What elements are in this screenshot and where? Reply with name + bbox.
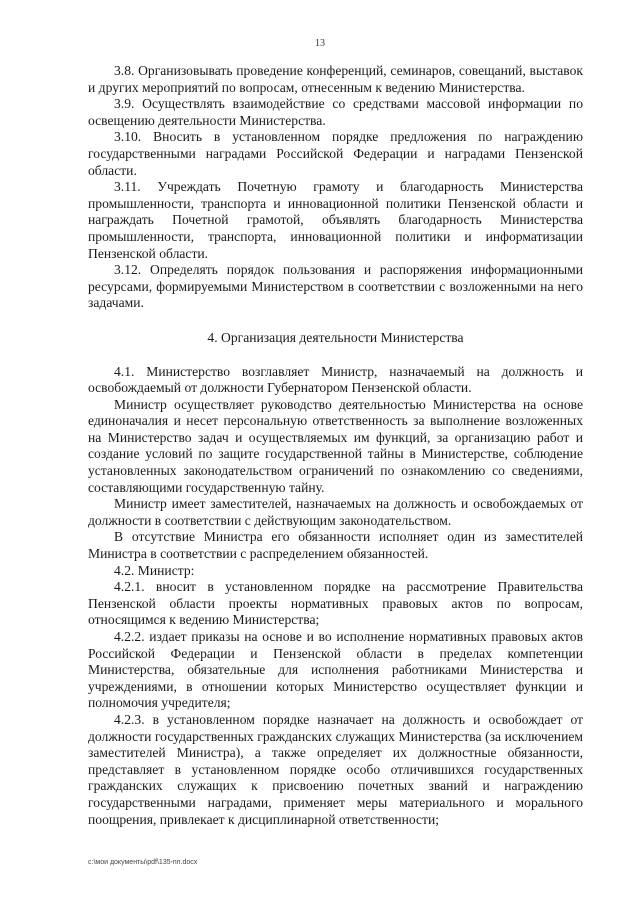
paragraph-4-2-3: 4.2.3. в установленном порядке назначает на должность и освобождает от должности государственных гражданских служащих Министерства (за исключением заместителей Министра), а также определяет их должностные обязанности, представляет в установленном порядке особо отличившихся государственных гражданских служащих к присвоению почетных званий и награждению государственными наградами, применяет меры материального и морального поощрения, привлекает к дисциплинарной ответственности; bbox=[88, 711, 583, 827]
paragraph-3-9: 3.9. Осуществлять взаимодействие со средствами массовой информации по освещению деятельности Министерства. bbox=[88, 96, 583, 128]
paragraph-minister-leadership: Министр осуществляет руководство деятельностью Министерства на основе единоначалия и несет персональную ответственность за выполнение возложенных на Министерство задач и осуществляемых им функций, за организацию работ и создание условий по защите государственной тайны в Министерстве, соблюдение установленных законодательством ограничений по ознакомлению со сведениями, составляющими государственную тайну. bbox=[88, 396, 583, 495]
paragraph-3-10: 3.10. Вносить в установленном порядке предложения по награждению государственными наградами Российской Федерации и наградами Пензенской области. bbox=[88, 129, 583, 178]
section-heading: 4. Организация деятельности Министерства bbox=[207, 329, 464, 345]
document-body bbox=[88, 63, 583, 828]
paragraph-3-8: 3.8. Организовывать проведение конференций, семинаров, совещаний, выставок и других мероприятий по вопросам, отнесенным к ведению Министерства. bbox=[88, 63, 583, 95]
paragraph-absence: В отсутствие Министра его обязанности исполняет один из заместителей Министра в соответствии с распределением обязанностей. bbox=[88, 529, 583, 562]
paragraph-3-11: 3.11. Учреждать Почетную грамоту и благодарность Министерства промышленности, транспорта и инновационной политики Пензенской области и награждать Почетной грамотой, объявлять благодарность Министерства промышленности, транспорта, инновационной политики и информатизации Пензенской области. bbox=[88, 179, 583, 261]
page-number: 13 bbox=[315, 38, 325, 49]
paragraph-deputies: Министр имеет заместителей, назначаемых на должность и освобождаемых от должности в соответствии с действующим законодательством. bbox=[88, 496, 583, 528]
paragraph-4-2: 4.2. Министр: bbox=[114, 562, 195, 578]
paragraph-4-2-1: 4.2.1. вносит в установленном порядке на рассмотрение Правительства Пензенской области проекты нормативных правовых актов по вопросам, относящимся к ведению Министерства; bbox=[88, 579, 583, 628]
paragraph-4-1: 4.1. Министерство возглавляет Министр, назначаемый на должность и освобождаемый от должности Губернатором Пензенской области. bbox=[88, 363, 583, 396]
paragraph-4-2-2: 4.2.2. издает приказы на основе и во исполнение нормативных правовых актов Российской Федерации и Пензенской области в пределах компетенции Министерства, обязательные для исполнения работниками Министерства и учреждениями, в отношении которых Министерство осуществляет функции и полномочия учредителя; bbox=[88, 629, 583, 711]
footer-file-path: c:\мои документы\pdf\135-пп.docx bbox=[88, 859, 198, 866]
paragraph-3-12: 3.12. Определять порядок пользования и распоряжения информационными ресурсами, формируемыми Министерством в соответствии с возложенными на него задачами. bbox=[88, 262, 583, 311]
